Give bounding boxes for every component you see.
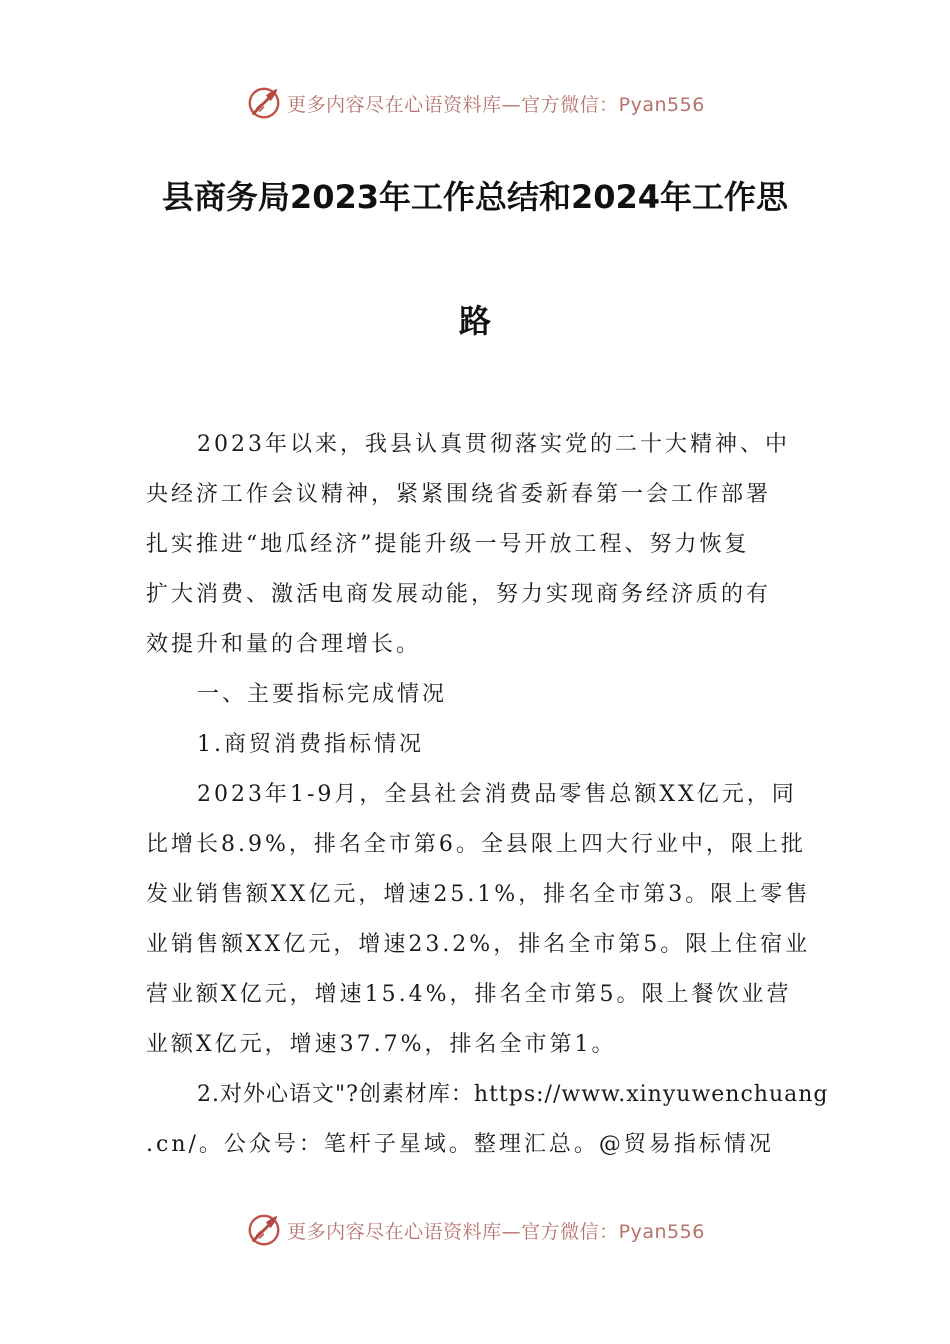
body-line: 2023年1-9月，全县社会消费品零售总额XX亿元，同 <box>197 782 797 807</box>
body-line: .cn/。公众号：笔杆子星域。整理汇总。@贸易指标情况 <box>146 1132 774 1157</box>
body-line: 营业额X亿元，增速15.4%，排名全市第5。限上餐饮业营 <box>146 982 792 1007</box>
body-line: 业额X亿元，增速37.7%，排名全市第1。 <box>146 1032 617 1057</box>
subsection-heading: 2.对外心语文"?创素材库：https://www.xinyuwenchuang <box>197 1082 829 1107</box>
watermark-banner-bottom <box>0 1210 950 1250</box>
subsection-heading: 1.商贸消费指标情况 <box>197 732 424 757</box>
quill-logo-icon <box>245 1211 283 1249</box>
document-title-line1: 县商务局2023年工作总结和2024年工作思 <box>161 178 789 216</box>
body-line: 比增长8.9%，排名全市第6。全县限上四大行业中，限上批 <box>146 832 806 857</box>
document-title-line2: 路 <box>458 302 491 340</box>
body-line: 发业销售额XX亿元，增速25.1%，排名全市第3。限上零售 <box>146 882 811 907</box>
body-line: 扎实推进“地瓜经济”提能升级一号开放工程、努力恢复 <box>146 532 750 557</box>
body-line: 业销售额XX亿元，增速23.2%，排名全市第5。限上住宿业 <box>146 932 811 957</box>
watermark-banner-top <box>0 83 950 123</box>
body-line: 央经济工作会议精神，紧紧围绕省委新春第一会工作部署 <box>146 482 772 507</box>
body-line: 2023年以来，我县认真贯彻落实党的二十大精神、中 <box>197 432 790 457</box>
watermark-text: 更多内容尽在心语资料库—官方微信：Pyan556 <box>287 1220 705 1243</box>
body-line: 效提升和量的合理增长。 <box>146 632 422 657</box>
section-heading: 一、主要指标完成情况 <box>197 682 448 707</box>
watermark-text: 更多内容尽在心语资料库—官方微信：Pyan556 <box>287 93 705 116</box>
quill-logo-icon <box>245 84 283 122</box>
body-line: 扩大消费、激活电商发展动能，努力实现商务经济质的有 <box>146 582 772 607</box>
